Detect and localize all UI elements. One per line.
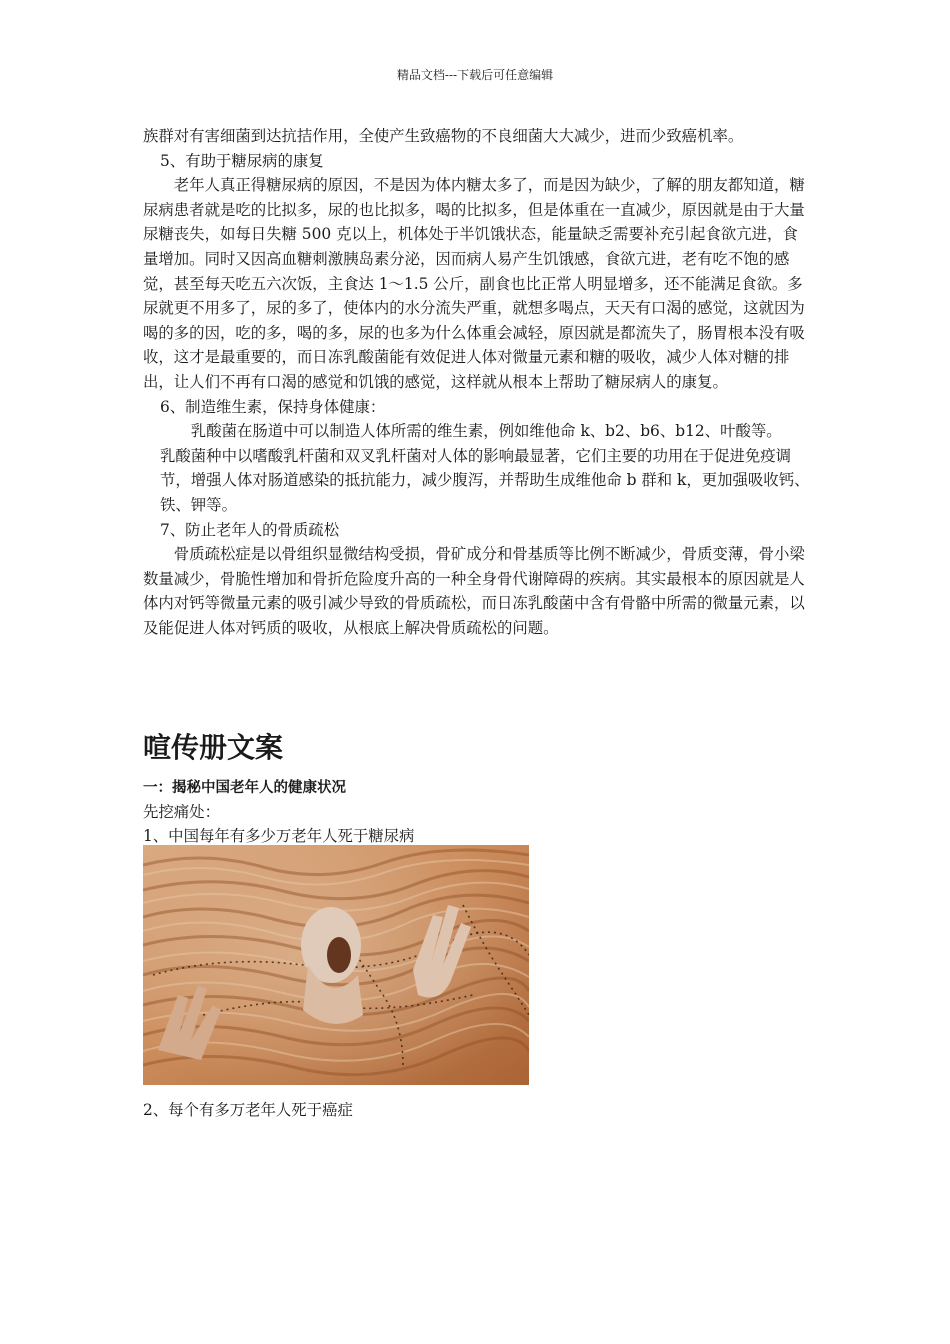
brochure-title: 喧传册文案: [143, 731, 284, 764]
paragraph: 乳酸菌在肠道中可以制造人体所需的维生素，例如维他命 k、b2、b6、b12、叶酸等。: [190, 422, 782, 441]
list-item: 2、每个有多万老年人死于癌症: [143, 1101, 353, 1119]
page-header: 精品文档---下载后可任意编辑: [396, 68, 554, 82]
paragraph: 乳酸菌种中以嗜酸乳杆菌和双叉乳杆菌对人体的影响最显著，它们主要的功用在于促进免疫调节，增强人体对肠道感染的抵抗能力，减少腹泻，并帮助生成维他命 b 群和 k，更加强吸收钙、铁、钾等。: [160, 446, 810, 514]
section-heading-6: 6、制造维生素，保持身体健康：: [160, 397, 386, 416]
document-body: [143, 124, 813, 640]
section-heading-1: 一：揭秘中国老年人的健康状况: [143, 780, 346, 796]
desert-hands-image: [143, 845, 529, 1085]
paragraph: 骨质疏松症是以骨组织显微结构受损，骨矿成分和骨基质等比例不断减少，骨质变薄，骨小梁数量减少，骨脆性增加和骨折危险度升高的一种全身骨代谢障碍的疾病。其实最根本的原因就是人体内对钙等微量元素的吸引减少导致的骨质疏松，而日冻乳酸菌中含有骨骼中所需的微量元素，以及能促进人体对钙质的吸收，从根底上解决骨质疏松的问题。: [143, 545, 805, 637]
brochure-section: [143, 776, 813, 848]
section-heading-7: 7、防止老年人的骨质疏松: [160, 520, 340, 539]
section-heading-5: 5、有助于糖尿病的康复: [160, 151, 324, 170]
desert-hands-photo: [143, 845, 529, 1085]
intro-line: 先挖痛处：: [143, 803, 220, 821]
list-item: 1、中国每年有多少万老年人死于糖尿病: [143, 827, 415, 845]
paragraph: 族群对有害细菌到达抗拮作用，全使产生致癌物的不良细菌大大减少，进而少致癌机率。: [143, 127, 744, 145]
paragraph: 老年人真正得糖尿病的原因，不是因为体内糖太多了，而是因为缺少，了解的朋友都知道，糖尿病患者就是吃的比拟多，尿的也比拟多，喝的比拟多，但是体重在一直减少，原因就是由于大量尿糖丧失，如每日失糖 500 克以上，机体处于半饥饿状态，能量缺乏需要补充引起食欲亢进，食量增加。同时又因高血糖刺激胰岛素分泌，因而病人易产生饥饿感，食欲亢进，老有吃不饱的感觉，甚至每天吃五六次饭，主食达 1～1.5 公斤，副食也比正常人明显增多，还不能满足食欲。多尿就更不用多了，尿的多了，使体内的水分流失严重，就想多喝点，天天有口渴的感觉，这就因为喝的多的因，吃的多，喝的多，尿的也多为什么体重会减轻，原因就是都流失了，肠胃根本没有吸收，这才是最重要的，而日冻乳酸菌能有效促进人体对微量元素和糖的吸收，减少人体对糖的排出，让人们不再有口渴的感觉和饥饿的感觉，这样就从根本上帮助了糖尿病人的康复。: [143, 176, 805, 391]
